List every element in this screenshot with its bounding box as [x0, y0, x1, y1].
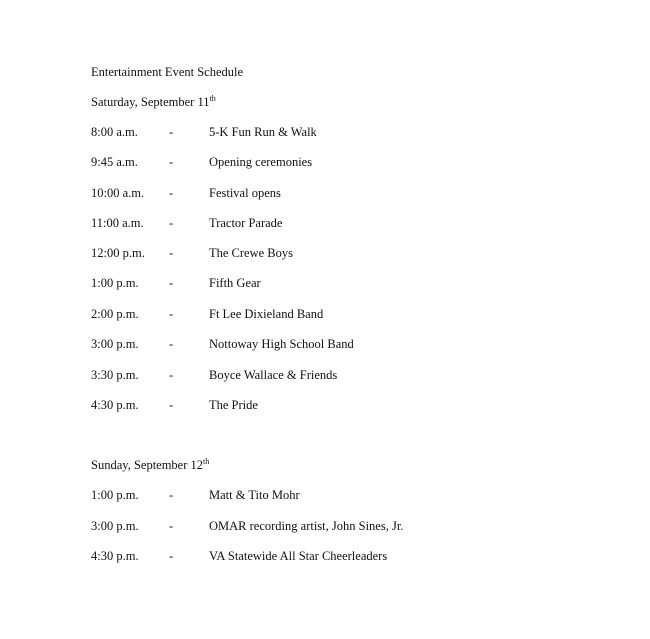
event-dash: -: [169, 155, 174, 169]
document-title: Entertainment Event Schedule: [91, 65, 244, 79]
event-time: 4:30 p.m.: [91, 398, 139, 412]
day-heading-ordinal: th: [209, 94, 216, 103]
event-time: 3:00 p.m.: [91, 519, 139, 533]
event-name: VA Statewide All Star Cheerleaders: [209, 549, 388, 563]
event-time: 11:00 a.m.: [91, 216, 144, 230]
event-time: 3:30 p.m.: [91, 368, 139, 382]
event-name: The Pride: [209, 398, 258, 412]
event-dash: -: [169, 368, 174, 382]
event-name: 5-K Fun Run & Walk: [209, 125, 317, 139]
event-dash: -: [169, 186, 174, 200]
event-name: Ft Lee Dixieland Band: [209, 307, 324, 321]
event-dash: -: [169, 337, 174, 351]
event-name: The Crewe Boys: [209, 246, 294, 260]
event-dash: -: [169, 246, 174, 260]
event-dash: -: [169, 519, 174, 533]
event-dash: -: [169, 307, 174, 321]
event-dash: -: [169, 276, 174, 290]
day-heading-text: Sunday, September 12: [91, 458, 204, 472]
event-name: Matt & Tito Mohr: [209, 488, 300, 502]
event-time: 1:00 p.m.: [91, 276, 139, 290]
event-time: 3:00 p.m.: [91, 337, 139, 351]
event-dash: -: [169, 216, 174, 230]
event-name: Festival opens: [209, 186, 281, 200]
event-time: 2:00 p.m.: [91, 307, 139, 321]
event-dash: -: [169, 488, 174, 502]
event-name: Boyce Wallace & Friends: [209, 368, 338, 382]
event-time: 1:00 p.m.: [91, 488, 139, 502]
day-heading-text: Saturday, September 11: [91, 95, 210, 109]
event-name: Tractor Parade: [209, 216, 283, 230]
event-name: OMAR recording artist, John Sines, Jr.: [209, 519, 404, 533]
event-dash: -: [169, 125, 174, 139]
day-heading-saturday: [91, 94, 216, 112]
event-time: 10:00 a.m.: [91, 186, 145, 200]
event-time: 12:00 p.m.: [91, 246, 145, 260]
event-name: Fifth Gear: [209, 276, 261, 290]
day-heading-ordinal: th: [203, 457, 210, 466]
event-time: 4:30 p.m.: [91, 549, 139, 563]
event-time: 9:45 a.m.: [91, 155, 138, 169]
event-dash: -: [169, 398, 174, 412]
event-name: Opening ceremonies: [209, 155, 313, 169]
day-heading-sunday: [91, 457, 209, 475]
event-dash: -: [169, 549, 174, 563]
event-name: Nottoway High School Band: [209, 337, 354, 351]
event-time: 8:00 a.m.: [91, 125, 138, 139]
